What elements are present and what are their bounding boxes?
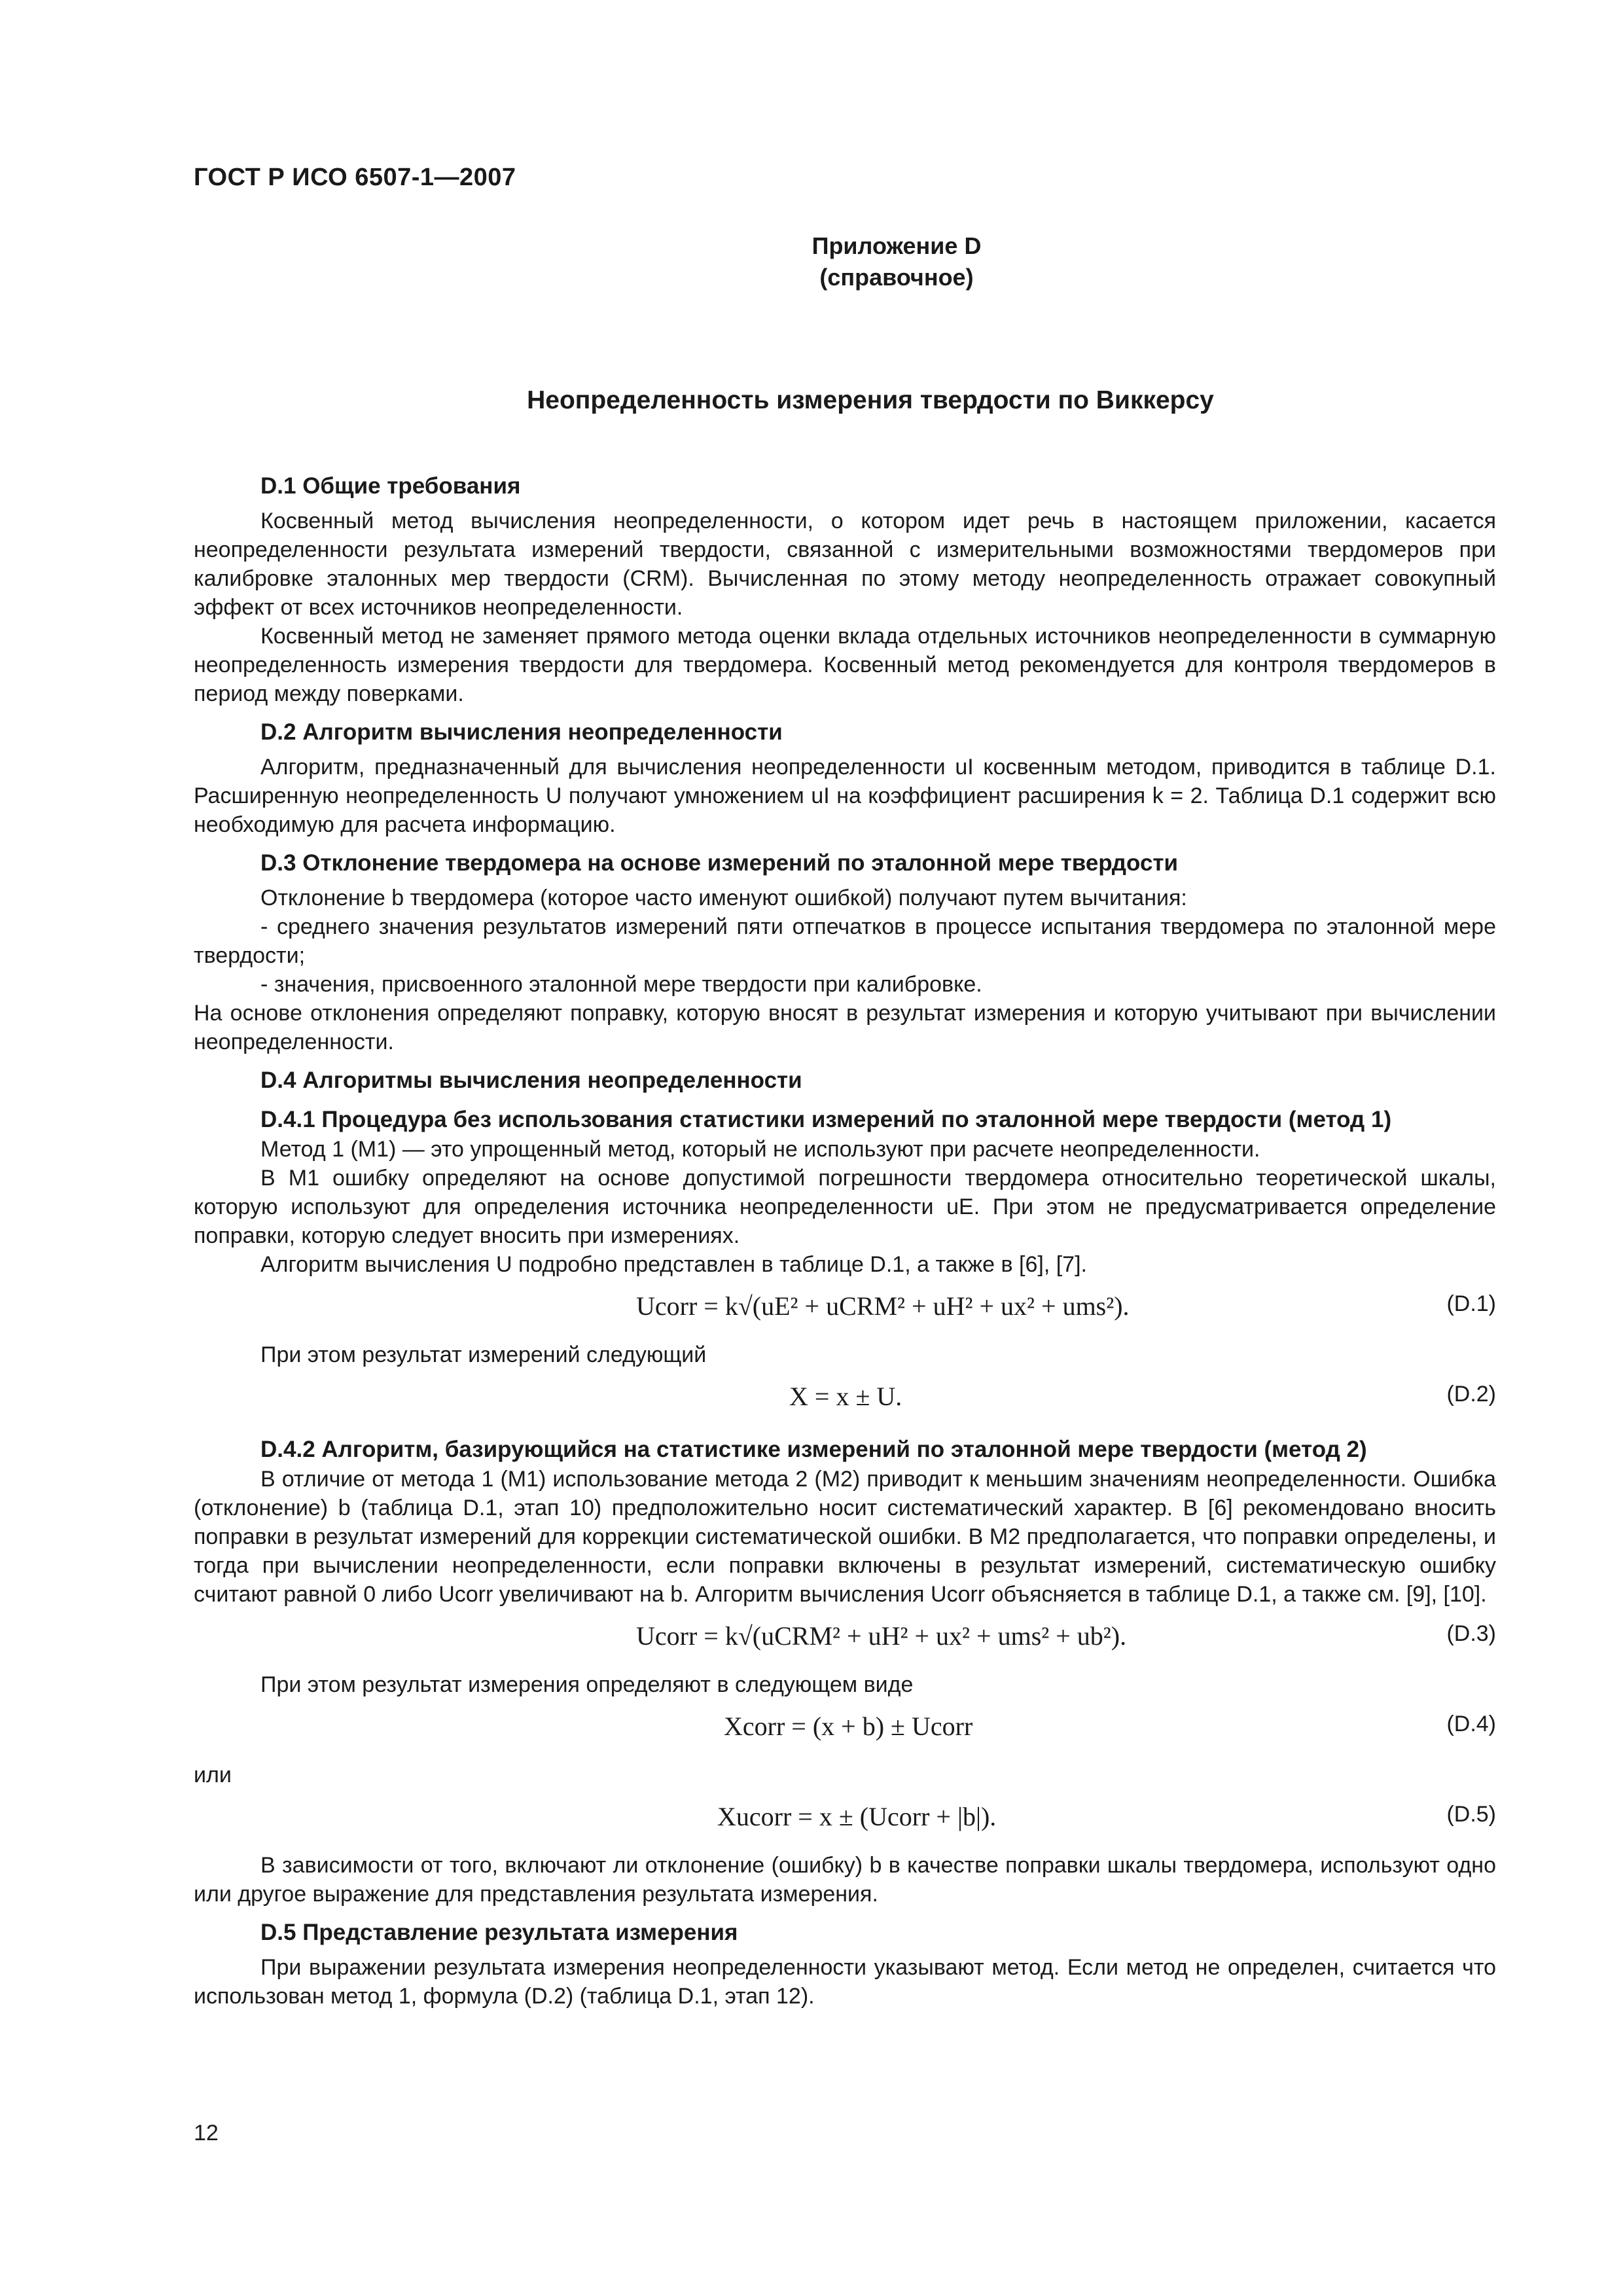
equation-d3-number: (D.3): [1446, 1621, 1496, 1646]
section-d1-heading: D.1 Общие требования: [260, 473, 521, 499]
section-d42-heading: D.4.2 Алгоритм, базирующийся на статистике измерений по эталонной мере твердости (метод 2): [260, 1437, 1367, 1462]
equation-d2-formula: X = x ± U.: [789, 1382, 902, 1411]
section-d4-heading: D.4 Алгоритмы вычисления неопределенности: [260, 1067, 802, 1093]
equation-d1-number: (D.1): [1446, 1291, 1496, 1316]
section-d41-paragraph-3: Алгоритм вычисления U подробно представлен в таблице D.1, а также в [6], [7].: [260, 1252, 1087, 1277]
section-d41-paragraph-1: Метод 1 (M1) — это упрощенный метод, который не используют при расчете неопределенности.: [260, 1137, 1260, 1162]
equation-d5: [194, 1795, 1496, 1846]
section-d42-paragraph-3: В зависимости от того, включают ли отклонение (ошибку) b в качестве поправки шкалы твердомера, используют одно или другое выражение для представления результата измерения.: [194, 1853, 1496, 1907]
section-d41-paragraph-4: При этом результат измерений следующий: [260, 1342, 707, 1367]
section-d41-paragraph-2: В M1 ошибку определяют на основе допустимой погрешности твердомера относительно теоретической шкалы, которую используют для определения источника неопределенности uE. При этом не предусматривается определение поправки, которую следует вносить при измерениях.: [194, 1166, 1496, 1248]
section-d2-heading: D.2 Алгоритм вычисления неопределенности: [260, 719, 783, 745]
equation-d2-number: (D.2): [1446, 1382, 1496, 1407]
annex-title: Неопределенность измерения твердости по Виккерсу: [527, 386, 1214, 414]
section-d42-paragraph-2: При этом результат измерения определяют в следующем виде: [260, 1672, 914, 1697]
equation-d4: [194, 1704, 1496, 1755]
section-d3-heading: D.3 Отклонение твердомера на основе измерений по эталонной мере твердости: [260, 850, 1179, 876]
annex-type: (справочное): [819, 264, 974, 291]
equation-d4-number: (D.4): [1446, 1712, 1496, 1736]
annex-heading: [0, 230, 1623, 293]
equation-d5-number: (D.5): [1446, 1802, 1496, 1827]
document-body: [194, 462, 1496, 2011]
section-d42-paragraph-1: В отличие от метода 1 (M1) использование метода 2 (M2) приводит к меньшим значениям неопределенности. Ошибка (отклонение) b (таблица D.1, этап 10) предположительно носит систематический характер. В [6] рекомендовано вносить поправки в результат измерений для коррекции систематической ошибки. В M2 предполагается, что поправки определены, и тогда при вычислении неопределенности, если поправки включены в результат измерений, систематическую ошибку считают равной 0 либо Ucorr увеличивают на b. Алгоритм вычисления Ucorr объясняется в таблице D.1, а также см. [9], [10].: [194, 1467, 1496, 1607]
section-d1-paragraph-2: Косвенный метод не заменяет прямого метода оценки вклада отдельных источников неопределенности в суммарную неопределенность измерения твердости для твердомера. Косвенный метод рекомендуется для контроля твердомеров в период между поверками.: [194, 624, 1496, 706]
section-d2-paragraph-1: Алгоритм, предназначенный для вычисления неопределенности uI косвенным методом, приводится в таблице D.1. Расширенную неопределенность U получают умножением uI на коэффициент расширения k = 2. Таблица D.1 содержит всю необходимую для расчета информацию.: [194, 755, 1496, 837]
standard-code: ГОСТ Р ИСО 6507-1—2007: [194, 164, 516, 191]
equation-d1: [194, 1284, 1496, 1335]
section-d1-paragraph-1: Косвенный метод вычисления неопределенности, о котором идет речь в настоящем приложении, касается неопределенности результата измерений твердости, связанной с измерительными возможностями твердомеров при калибровке эталонных мер твердости (CRM). Вычисленная по этому методу неопределенность отражает совокупный эффект от всех источников неопределенности.: [194, 509, 1496, 620]
annex-label: Приложение D: [812, 232, 982, 259]
section-d3-paragraph-1: Отклонение b твердомера (которое часто именуют ошибкой) получают путем вычитания:: [260, 886, 1187, 910]
section-d3-list-item-1: - среднего значения результатов измерений пяти отпечатков в процессе испытания твердомера по эталонной мере твердости;: [194, 914, 1496, 968]
equation-d3-formula: Ucorr = k√(uCRM² + uH² + ux² + ums² + ub²).: [636, 1621, 1127, 1651]
equation-d1-formula: Ucorr = k√(uE² + uCRM² + uH² + ux² + ums²).: [636, 1291, 1130, 1321]
equation-d5-formula: Xucorr = x ± (Ucorr + |b|).: [717, 1802, 997, 1831]
equation-d3: [194, 1614, 1496, 1665]
equation-d2: [194, 1374, 1496, 1426]
section-d5-heading: D.5 Представление результата измерения: [260, 1920, 738, 1945]
equation-connector-or: или: [194, 1763, 232, 1787]
section-d5-paragraph-1: При выражении результата измерения неопределенности указывают метод. Если метод не определен, считается что использован метод 1, формула (D.2) (таблица D.1, этап 12).: [194, 1955, 1496, 2009]
page-number: 12: [194, 2121, 219, 2145]
section-d41-heading: D.4.1 Процедура без использования статистики измерений по эталонной мере твердости (метод 1): [260, 1107, 1392, 1132]
section-d3-paragraph-2: На основе отклонения определяют поправку, которую вносят в результат измерения и которую учитывают при вычислении неопределенности.: [194, 1001, 1496, 1054]
equation-d4-formula: Xcorr = (x + b) ± Ucorr: [724, 1712, 973, 1741]
section-d3-list-item-2: - значения, присвоенного эталонной мере твердости при калибровке.: [260, 972, 982, 997]
